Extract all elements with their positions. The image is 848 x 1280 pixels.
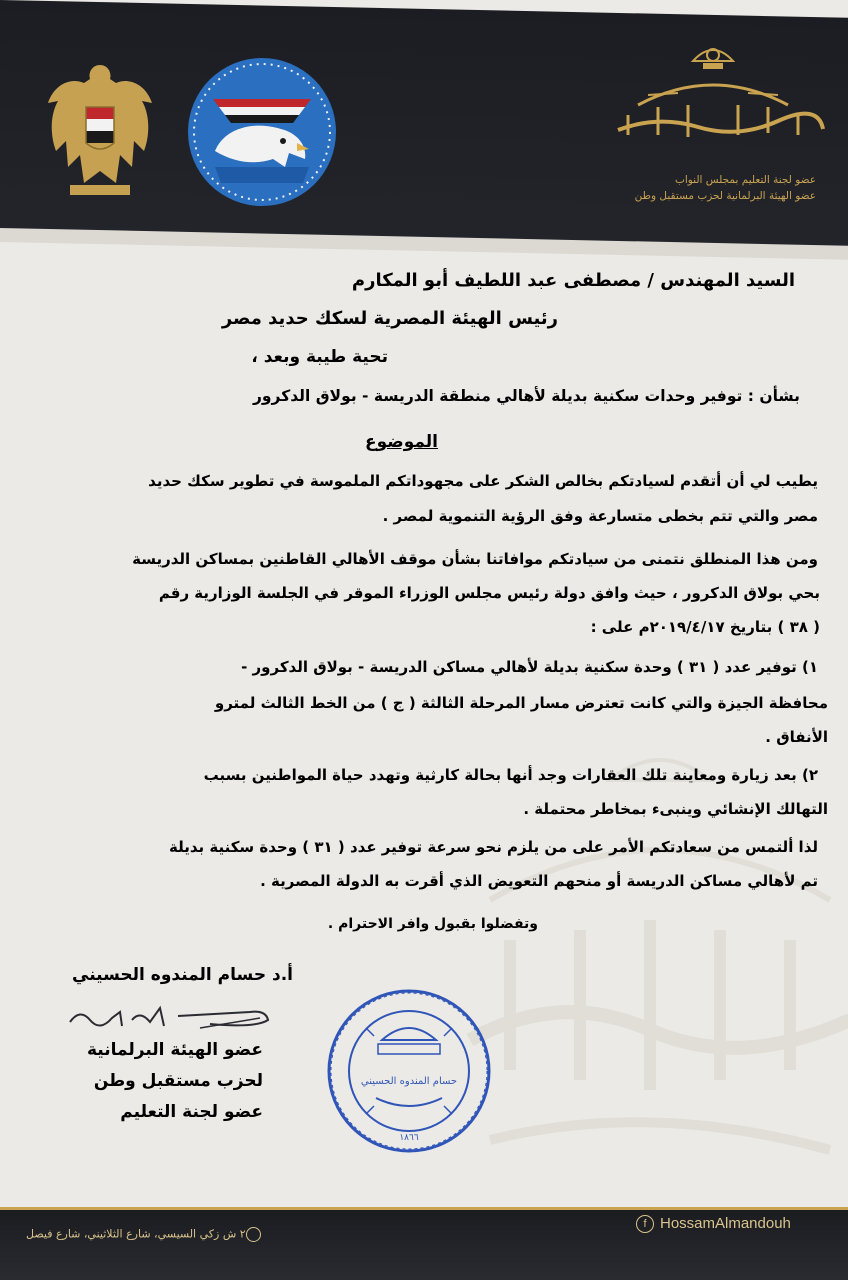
topic-heading: الموضوع: [365, 432, 438, 452]
paragraph-2-line-3: ( ٣٨ ) بتاريخ ٢٠١٩/٤/١٧م على :: [590, 618, 820, 636]
list-item-2-line-1: ٢) بعد زيارة ومعاينة تلك العقارات وجد أنها بحالة كارثية وتهدد حياة المواطنين بسبب: [203, 766, 818, 784]
signatory-role-2: لحزب مستقبل وطن: [93, 1071, 263, 1091]
list-item-1-line-2: محافظة الجيزة والتي كانت تعترض مسار المرحلة الثالثة ( ج ) من الخط الثالث لمترو: [214, 694, 828, 712]
footer-social[interactable]: [636, 1215, 791, 1233]
party-logo-icon: [185, 55, 340, 210]
subject-line: بشأن : توفير وحدات سكنية بديلة لأهالي منطقة الدريسة - بولاق الدكرور: [253, 387, 800, 405]
signatory-role-3: عضو لجنة التعليم: [120, 1102, 263, 1122]
paragraph-2-line-2: بحي بولاق الدكرور ، حيث وافق دولة رئيس مجلس الوزراء الموقر في الجلسة الوزارية رقم: [158, 584, 820, 602]
paragraph-3-line-2: تم لأهالي مساكن الدريسة أو منحهم التعويض الذي أقرت به الدولة المصرية .: [260, 872, 818, 890]
list-item-1-line-1: ١) توفير عدد ( ٣١ ) وحدة سكنية بديلة لأهالي مساكن الدريسة - بولاق الدكرور -: [241, 658, 818, 676]
official-stamp-seal: [326, 988, 492, 1154]
list-item-1-line-3: الأنفاق .: [765, 728, 828, 746]
brand-role-line-1: عضو لجنة التعليم بمجلس النواب: [674, 174, 816, 186]
greeting: تحية طيبة وبعد ،: [251, 347, 388, 367]
paragraph-1-line-1: يطيب لي أن أتقدم لسيادتكم بخالص الشكر على مجهوداتكم الملموسة في تطوير سكك حديد: [148, 472, 818, 490]
egypt-eagle-emblem-icon: [40, 55, 160, 205]
list-item-2-line-2: التهالك الإنشائي وينبىء بمخاطر محتملة .: [523, 800, 828, 818]
signatory-name: أ.د حسام المندوه الحسيني: [72, 965, 293, 985]
paragraph-2-line-1: ومن هذا المنطلق نتمنى من سيادتكم موافاتنا بشأن موقف الأهالي القاطنين بمساكن الدريسة: [132, 550, 818, 568]
footer-address: [26, 1227, 266, 1242]
signatory-role-1: عضو الهيئة البرلمانية: [86, 1040, 263, 1060]
facebook-icon: f: [636, 1215, 654, 1233]
stamp-center-name: حسام المندوه الحسيني: [360, 1076, 458, 1087]
stamp-year: ١٨٦٦: [399, 1133, 419, 1143]
closing-line: وتفضلوا بقبول وافر الاحترام .: [327, 916, 538, 932]
location-pin-icon: [246, 1227, 261, 1242]
social-handle[interactable]: HossamAlmandouh: [660, 1215, 791, 1232]
recipient-title: السيد المهندس / مصطفى عبد اللطيف أبو المكارم: [351, 270, 795, 291]
paragraph-3-line-1: لذا ألتمس من سعادتكم الأمر على من يلزم نحو سرعة توفير عدد ( ٣١ ) وحدة سكنية بديلة: [168, 838, 818, 856]
paragraph-1-line-2: مصر والتي تتم بخطى متسارعة وفق الرؤية التنموية لمصر .: [382, 507, 818, 525]
address-text: ٢ ش زكي السيسي، شارع الثلاثيني، شارع فيصل: [26, 1227, 246, 1241]
recipient-role: رئيس الهيئة المصرية لسكك حديد مصر: [221, 308, 558, 329]
handwritten-signature: [60, 998, 280, 1038]
brand-calligraphy-logo: [598, 35, 828, 145]
brand-role-line-2: عضو الهيئة البرلمانية لحزب مستقبل وطن: [634, 190, 816, 202]
